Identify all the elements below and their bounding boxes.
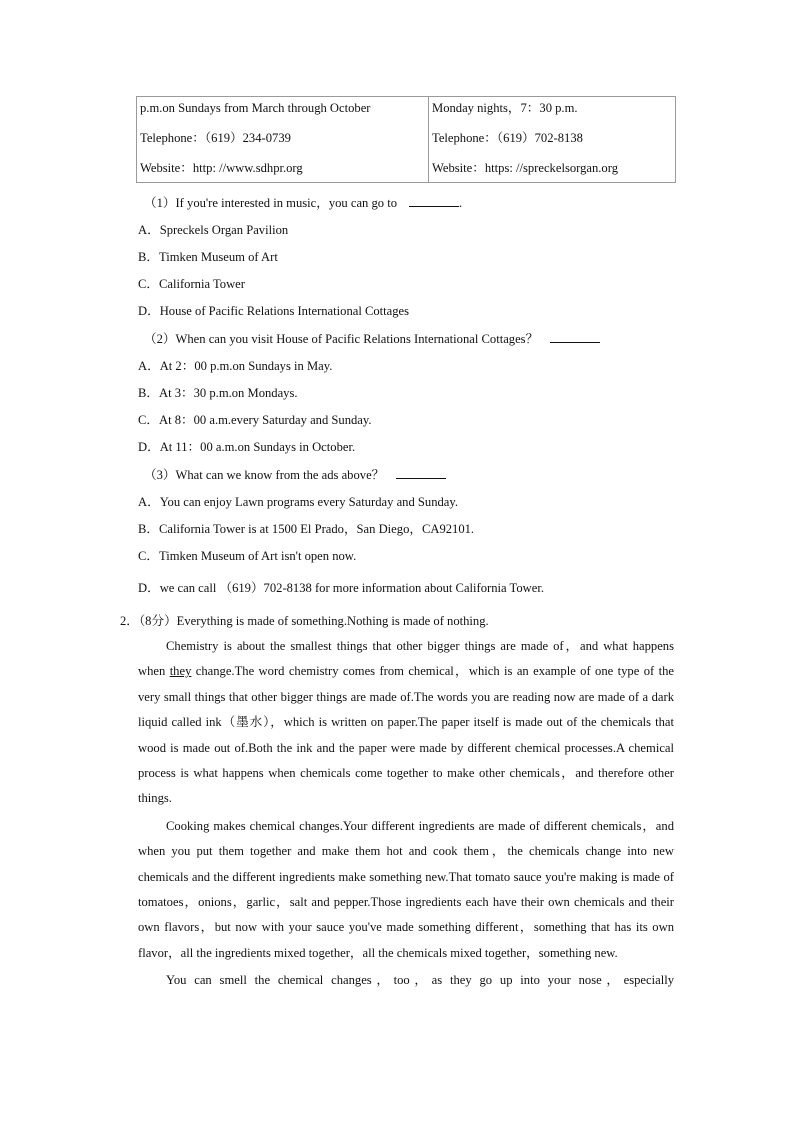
answer-blank — [409, 195, 459, 207]
ad-right-telephone: Telephone：（619）702-8138 — [432, 131, 583, 145]
reading-passage — [138, 634, 674, 996]
question-2-option-a: A．At 2：00 p.m.on Sundays in May. — [138, 359, 333, 373]
question-3-option-a: A．You can enjoy Lawn programs every Saturday and Sunday. — [138, 495, 459, 509]
ad-right-website: Website：https: //spreckelsorgan.org — [432, 161, 618, 175]
ad-cell-right — [429, 97, 676, 183]
question-2-option-d: D．At 11：00 a.m.on Sundays in October. — [138, 440, 356, 454]
question-2-option-c: C．At 8：00 a.m.every Saturday and Sunday. — [138, 413, 372, 427]
question-1-option-a: A．Spreckels Organ Pavilion — [138, 223, 289, 237]
ad-left-website: Website：http: //www.sdhpr.org — [140, 161, 303, 175]
passage-paragraph-1: Chemistry is about the smallest things that other bigger things are made of，and what happens when they change.The word chemistry comes from chemical，which is an example of one type of the very small things that other bigger things are made of.The words you are reading now are made of a dark liquid called ink（墨水），which is written on paper.The paper itself is made out of the chemicals that wood is made out of.Both the ink and the paper were made by different chemical processes.A chemical process is what happens when chemicals come together to make other chemicals，and therefore other things. — [138, 639, 674, 806]
question-1-option-c: C．California Tower — [138, 277, 245, 291]
question-2-option-b: B．At 3：30 p.m.on Mondays. — [138, 386, 298, 400]
question-1-stem: （1）If you're interested in music，you can go to . — [144, 196, 463, 210]
question-3-option-d: D．we can call （619）702-8138 for more information about California Tower. — [138, 581, 544, 595]
question-1-option-b: B．Timken Museum of Art — [138, 250, 278, 264]
passage-paragraph-2: Cooking makes chemical changes.Your different ingredients are made of different chemicals，and when you put them together and make them hot and cook them，the chemicals change into new chemicals and the different ingredients make something new.That tomato sauce you're making is made of tomatoes，onions，garlic，salt and pepper.Those ingredients each have their own chemicals and their own flavors，but now with your sauce you've made something different，something that has its own flavor，all the ingredients mixed together，all the chemicals mixed together，something new. — [138, 818, 674, 960]
answer-blank — [396, 467, 446, 479]
question-1-option-d: D．House of Pacific Relations International Cottages — [138, 304, 410, 318]
item-2-heading: 2．（8分）Everything is made of something.Nothing is made of nothing. — [120, 614, 489, 628]
ad-left-telephone: Telephone：（619）234-0739 — [140, 131, 291, 145]
question-3-option-c: C．Timken Museum of Art isn't open now. — [138, 549, 357, 563]
ads-table — [136, 96, 676, 183]
question-3-option-b: B．California Tower is at 1500 El Prado，San Diego，CA92101. — [138, 522, 475, 536]
passage-paragraph-3: You can smell the chemical changes，too，as they go up into your nose，especially — [166, 973, 674, 988]
ad-right-hours: Monday nights，7：30 p.m. — [432, 101, 578, 115]
underlined-word: they — [169, 664, 192, 679]
ad-left-hours: p.m.on Sundays from March through October — [140, 101, 371, 115]
answer-blank — [550, 331, 600, 343]
question-3-stem: （3）What can we know from the ads above？ — [144, 464, 446, 483]
ad-cell-left — [137, 97, 429, 183]
question-2-stem: （2）When can you visit House of Pacific Relations International Cottages？ — [144, 328, 600, 347]
